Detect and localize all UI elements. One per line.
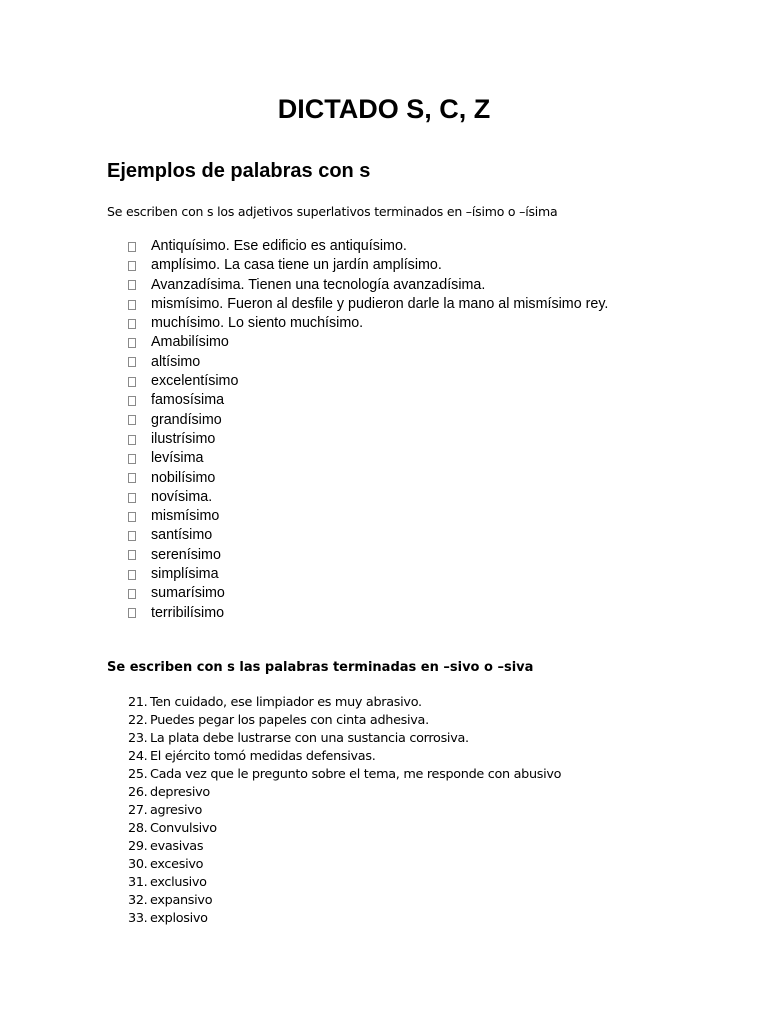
list-item-text: famosísima (151, 392, 225, 409)
item-text: depresivo (150, 785, 210, 800)
item-number: 24. (128, 749, 148, 764)
item-number: 28. (128, 821, 148, 836)
list-item-text: grandísimo (151, 411, 222, 428)
item-number: 23. (128, 731, 148, 746)
list-item (128, 372, 608, 391)
list-item (128, 237, 608, 256)
checkbox-bullet-icon (128, 319, 136, 329)
list-item-text: terribilísimo (151, 604, 225, 621)
checkbox-bullet-icon (128, 280, 136, 290)
checkbox-bullet-icon (128, 550, 136, 560)
list-item-text: levísima (151, 450, 204, 467)
numbered-item (128, 748, 561, 766)
item-number: 32. (128, 893, 148, 908)
item-number: 30. (128, 857, 148, 872)
checkbox-bullet-icon (128, 473, 136, 483)
numbered-item (128, 856, 561, 874)
item-text: exclusivo (150, 875, 207, 890)
numbered-item (128, 730, 561, 748)
checkbox-bullet-icon (128, 454, 136, 464)
checkbox-bullet-icon (128, 357, 136, 367)
list-item-text: amplísimo. La casa tiene un jardín amplísimo. (151, 257, 442, 274)
item-text: agresivo (150, 803, 203, 818)
item-text: El ejército tomó medidas defensivas. (150, 749, 376, 764)
sivo-list (128, 694, 561, 928)
numbered-item (128, 892, 561, 910)
superlative-list (128, 237, 608, 623)
item-text: Cada vez que le pregunto sobre el tema, me responde con abusivo (150, 767, 562, 782)
checkbox-bullet-icon (128, 570, 136, 580)
checkbox-bullet-icon (128, 435, 136, 445)
list-item-text: mismísimo. Fueron al desfile y pudieron darle la mano al mismísimo rey. (151, 295, 609, 312)
numbered-item (128, 766, 561, 784)
list-item (128, 584, 608, 603)
list-item (128, 507, 608, 526)
list-item (128, 353, 608, 372)
numbered-item (128, 784, 561, 802)
item-text: Puedes pegar los papeles con cinta adhesiva. (150, 713, 429, 728)
item-number: 26. (128, 785, 148, 800)
intro-paragraph: Se escriben con s los adjetivos superlativos terminados en –ísimo o –ísima (107, 204, 558, 219)
list-item (128, 314, 608, 333)
item-number: 25. (128, 767, 148, 782)
list-item-text: santísimo (151, 527, 213, 544)
item-number: 22. (128, 713, 148, 728)
sub-heading: Se escriben con s las palabras terminadas en –sivo o –siva (107, 660, 534, 675)
list-item-text: simplísima (151, 566, 219, 583)
item-text: explosivo (150, 911, 208, 926)
checkbox-bullet-icon (128, 493, 136, 503)
list-item (128, 469, 608, 488)
numbered-item (128, 820, 561, 838)
list-item-text: muchísimo. Lo siento muchísimo. (151, 315, 364, 332)
item-number: 27. (128, 803, 148, 818)
list-item-text: mismísimo (151, 508, 220, 525)
list-item (128, 276, 608, 295)
numbered-item (128, 874, 561, 892)
section-heading: Ejemplos de palabras con s (107, 160, 371, 182)
numbered-item (128, 910, 561, 928)
checkbox-bullet-icon (128, 396, 136, 406)
list-item-text: serenísimo (151, 546, 221, 563)
list-item-text: Antiquísimo. Ese edificio es antiquísimo. (151, 238, 407, 254)
list-item-text: excelentísimo (151, 373, 239, 390)
item-text: Convulsivo (150, 821, 217, 836)
list-item-text: nobilísimo (151, 469, 216, 486)
list-item (128, 449, 608, 468)
item-number: 33. (128, 911, 148, 926)
item-number: 29. (128, 839, 148, 854)
list-item (128, 546, 608, 565)
list-item-text: novísima. (151, 488, 213, 505)
checkbox-bullet-icon (128, 608, 136, 618)
checkbox-bullet-icon (128, 531, 136, 541)
numbered-item (128, 802, 561, 820)
item-number: 31. (128, 875, 148, 890)
item-text: La plata debe lustrarse con una sustancia corrosiva. (150, 731, 469, 746)
list-item (128, 295, 608, 314)
item-text: excesivo (150, 857, 204, 872)
checkbox-bullet-icon (128, 338, 136, 348)
numbered-item (128, 694, 561, 712)
checkbox-bullet-icon (128, 589, 136, 599)
list-item (128, 526, 608, 545)
list-item (128, 604, 608, 623)
list-item (128, 411, 608, 430)
numbered-item (128, 838, 561, 856)
checkbox-bullet-icon (128, 300, 136, 310)
list-item (128, 391, 608, 410)
list-item (128, 333, 608, 352)
list-item-text: altísimo (151, 353, 201, 370)
checkbox-bullet-icon (128, 415, 136, 425)
checkbox-bullet-icon (128, 512, 136, 522)
list-item (128, 488, 608, 507)
checkbox-bullet-icon (128, 377, 136, 387)
checkbox-bullet-icon (128, 261, 136, 271)
list-item (128, 256, 608, 275)
list-item-text: sumarísimo (151, 585, 225, 602)
checkbox-bullet-icon (128, 242, 136, 252)
list-item (128, 430, 608, 449)
list-item (128, 565, 608, 584)
item-text: evasivas (150, 839, 204, 854)
document-title: DICTADO S, C, Z (277, 94, 491, 124)
list-item-text: Amabilísimo (151, 334, 229, 351)
numbered-item (128, 712, 561, 730)
item-text: expansivo (150, 893, 213, 908)
list-item-text: ilustrísimo (151, 430, 216, 447)
item-text: Ten cuidado, ese limpiador es muy abrasivo. (150, 695, 422, 710)
item-number: 21. (128, 695, 148, 710)
list-item-text: Avanzadísima. Tienen una tecnología avanzadísima. (151, 276, 486, 293)
